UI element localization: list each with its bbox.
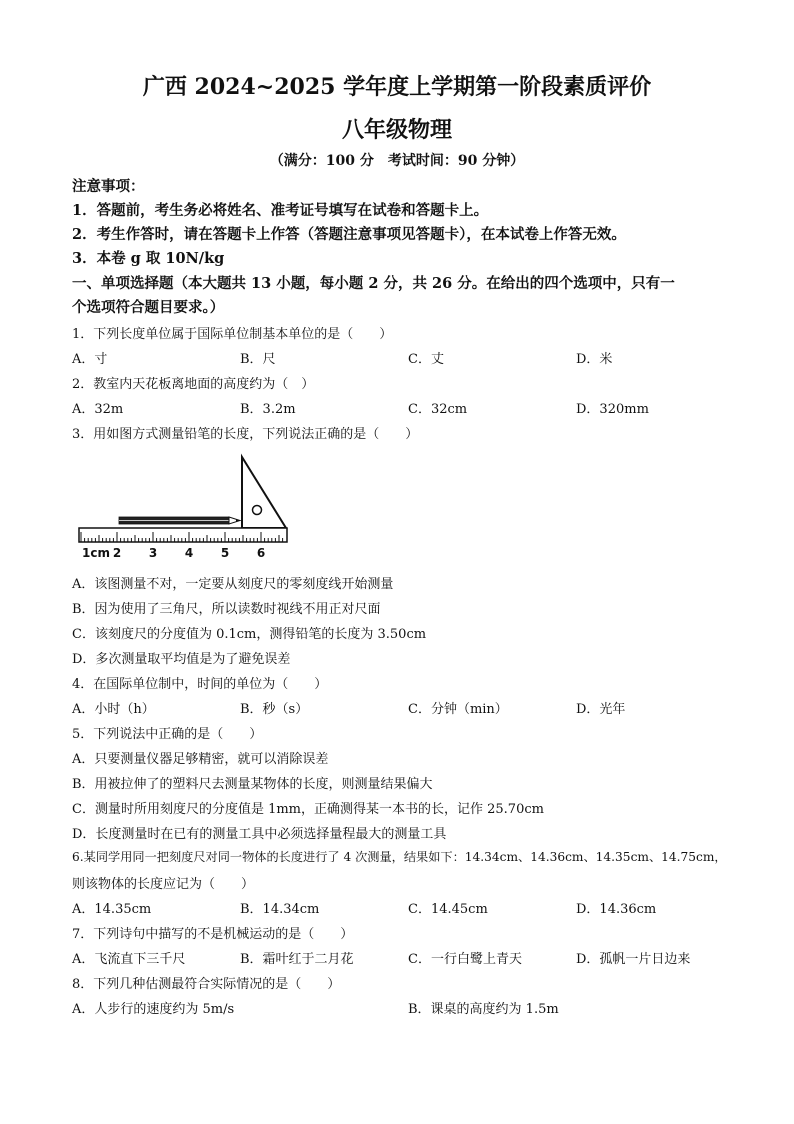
question-4-option-d: D．光年 — [576, 702, 626, 717]
question-3-option-b: B．因为使用了三角尺，所以读数时视线不用正对尺面 — [72, 602, 381, 617]
question-2-option-a: A．32m — [72, 402, 124, 417]
ruler-pencil-figure — [70, 450, 310, 565]
question-2-option-b: B．3.2m — [240, 402, 296, 417]
question-8-option-a: A．人步行的速度约为 5m/s — [72, 1002, 235, 1017]
question-7-option-b: B．霜叶红于二月花 — [240, 952, 354, 967]
question-3-stem: 3．用如图方式测量铅笔的长度，下列说法正确的是（ ） — [72, 427, 419, 442]
ruler-label-3: 3 — [148, 546, 158, 560]
note-item: 2．考生作答时，请在答题卡上作答（答题注意事项见答题卡），在本试卷上作答无效。 — [72, 226, 626, 243]
question-6-stem: 6.某同学用同一把刻度尺对同一物体的长度进行了 4 次测量，结果如下：14.34cm、14.36cm、14.35cm、14.75cm， — [72, 850, 727, 864]
question-7-option-a: A．飞流直下三千尺 — [72, 952, 186, 967]
question-4-option-c: C．分钟（min） — [408, 702, 508, 717]
question-6-option-b: B．14.34cm — [240, 902, 320, 917]
question-4-option-a: A．小时（h） — [72, 702, 155, 717]
question-6-stem-cont: 则该物体的长度应记为（ ） — [72, 877, 255, 892]
pencil — [119, 517, 241, 524]
exam-subject: 八年级物理 — [341, 117, 452, 143]
question-5-stem: 5．下列说法中正确的是（ ） — [72, 727, 263, 742]
set-square — [242, 457, 286, 528]
ruler-label-1cm: 1cm — [82, 546, 110, 560]
question-3-option-d: D．多次测量取平均值是为了避免误差 — [72, 652, 291, 667]
ruler-label-6: 6 — [256, 546, 266, 560]
ruler — [79, 528, 287, 542]
question-7-option-d: D．孤帆一片日边来 — [576, 952, 691, 967]
question-1-option-b: B．尺 — [240, 352, 276, 367]
ruler-labels — [82, 546, 265, 560]
question-1-option-c: C．丈 — [408, 352, 444, 367]
question-4-option-b: B．秒（s） — [240, 702, 309, 717]
question-6-option-a: A．14.35cm — [72, 902, 152, 917]
question-5-option-c: C．测量时所用刻度尺的分度值是 1mm，正确测得某一本书的长，记作 25.70cm — [72, 802, 544, 817]
question-2-stem: 2．教室内天花板离地面的高度约为（ ） — [72, 377, 315, 392]
question-1-option-a: A．寸 — [72, 352, 108, 367]
section-heading-cont: 个选项符合题目要求。） — [72, 299, 225, 316]
question-3-option-c: C．该刻度尺的分度值为 0.1cm，测得铅笔的长度为 3.50cm — [72, 627, 427, 642]
question-5-option-b: B．用被拉伸了的塑料尺去测量某物体的长度，则测量结果偏大 — [72, 777, 433, 792]
section-heading: 一、单项选择题（本大题共 13 小题，每小题 2 分，共 26 分。在给出的四个选项中，只有一 — [72, 275, 675, 292]
question-5-option-a: A．只要测量仪器足够精密，就可以消除误差 — [72, 752, 329, 767]
question-1-option-d: D．米 — [576, 352, 613, 367]
exam-meta: （满分：100 分 考试时间：90 分钟） — [269, 153, 525, 169]
question-7-stem: 7．下列诗句中描写的不是机械运动的是（ ） — [72, 927, 354, 942]
question-2-option-d: D．320mm — [576, 402, 649, 417]
question-7-option-c: C．一行白鹭上青天 — [408, 952, 522, 967]
ruler-label-4: 4 — [184, 546, 194, 560]
question-6-option-d: D．14.36cm — [576, 902, 657, 917]
question-3-option-a: A．该图测量不对，一定要从刻度尺的零刻度线开始测量 — [72, 577, 394, 592]
question-5-option-d: D．长度测量时在已有的测量工具中必须选择量程最大的测量工具 — [72, 827, 447, 842]
question-6-option-c: C．14.45cm — [408, 902, 488, 917]
question-1-stem: 1．下列长度单位属于国际单位制基本单位的是（ ） — [72, 327, 393, 342]
question-8-option-b: B．课桌的高度约为 1.5m — [408, 1002, 559, 1017]
question-8-stem: 8．下列几种估测最符合实际情况的是（ ） — [72, 977, 341, 992]
ruler-label-5: 5 — [220, 546, 230, 560]
note-item: 1．答题前，考生务必将姓名、准考证号填写在试卷和答题卡上。 — [72, 202, 489, 219]
question-2-option-c: C．32cm — [408, 402, 468, 417]
exam-title: 广西 2024~2025 学年度上学期第一阶段素质评价 — [142, 74, 652, 100]
notes-heading: 注意事项： — [72, 178, 145, 195]
note-item: 3．本卷 g 取 10N/kg — [72, 250, 225, 267]
question-4-stem: 4．在国际单位制中，时间的单位为（ ） — [72, 677, 328, 692]
ruler-label-2: 2 — [112, 546, 122, 560]
